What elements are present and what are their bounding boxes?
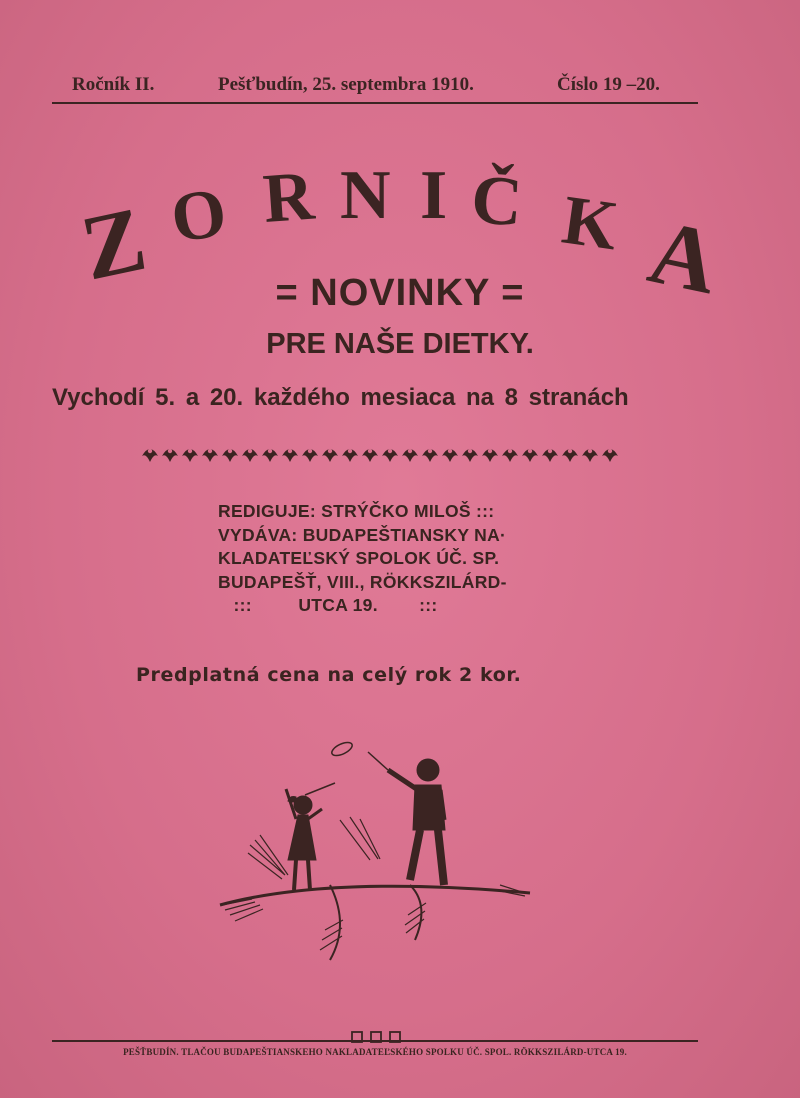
masthead-letter: N — [340, 157, 391, 234]
for-kids-label: PRE NAŠE DIETKY. — [266, 328, 534, 360]
editorial-line: ::: UTCA 19. ::: — [218, 595, 438, 615]
fleuron-icon — [422, 449, 438, 462]
editorial-block — [218, 500, 558, 618]
fleuron-icon — [442, 449, 458, 462]
fleuron-icon — [202, 449, 218, 462]
place-date: Pešťbudín, 25. septembra 1910. — [218, 74, 474, 95]
masthead-letter: K — [557, 181, 623, 266]
fleuron-icon — [502, 449, 518, 462]
masthead-letter: Z — [72, 187, 155, 300]
fleuron-icon — [582, 449, 598, 462]
masthead-letter: R — [260, 157, 317, 238]
fleuron-icon — [522, 449, 538, 462]
fleuron-icon — [562, 449, 578, 462]
volume-label: Ročník II. — [72, 74, 155, 95]
fleuron-icon — [282, 449, 298, 462]
header-row — [52, 74, 698, 100]
ornament-divider — [140, 442, 620, 464]
fleuron-icon — [242, 449, 258, 462]
fleuron-icon — [162, 449, 178, 462]
fleuron-icon — [602, 449, 618, 462]
fleuron-icon — [542, 449, 558, 462]
fleuron-icon — [262, 449, 278, 462]
fleuron-icon — [462, 449, 478, 462]
children-silhouette-illustration — [210, 735, 540, 965]
masthead-letter: Č — [468, 161, 525, 242]
footer-rule — [52, 1040, 698, 1042]
fleuron-icon — [182, 449, 198, 462]
editorial-line: REDIGUJE: STRÝČKO MILOŠ ::: — [218, 501, 495, 521]
header-rule — [52, 102, 698, 104]
fleuron-icon — [342, 449, 358, 462]
fleuron-icon — [222, 449, 238, 462]
fleuron-icon — [362, 449, 378, 462]
fleuron-icon — [382, 449, 398, 462]
schedule-text: Vychodí 5. a 20. každého mesiaca na 8 stranách — [52, 384, 629, 411]
subscription-price: Predplatná cena na celý rok 2 kor. — [136, 664, 522, 686]
fleuron-icon — [482, 449, 498, 462]
fleuron-icon — [142, 449, 158, 462]
masthead-letter: A — [640, 199, 728, 314]
editorial-line: BUDAPEŠŤ, VIII., RÖKKSZILÁRD- — [218, 571, 507, 592]
editorial-line: KLADATEĽSKÝ SPOLOK ÚČ. SP. — [218, 548, 500, 568]
printer-imprint: PEŠŤBUDÍN. TLAČOU BUDAPEŠTIANSKEHO NAKLADATEĽSKÉHO SPOLKU ÚČ. SPOL. RÖKKSZILÁRD-UTCA 19. — [123, 1047, 627, 1057]
fleuron-icon — [402, 449, 418, 462]
masthead-letter: I — [420, 157, 448, 234]
novinky-label: = NOVINKY = — [275, 272, 525, 314]
fleuron-icon — [322, 449, 338, 462]
fleuron-icon — [302, 449, 318, 462]
masthead-letter: O — [166, 174, 232, 258]
editorial-line: VYDÁVA: BUDAPEŠTIANSKY NA· — [218, 524, 507, 545]
issue-number: Číslo 19 –20. — [557, 74, 660, 95]
